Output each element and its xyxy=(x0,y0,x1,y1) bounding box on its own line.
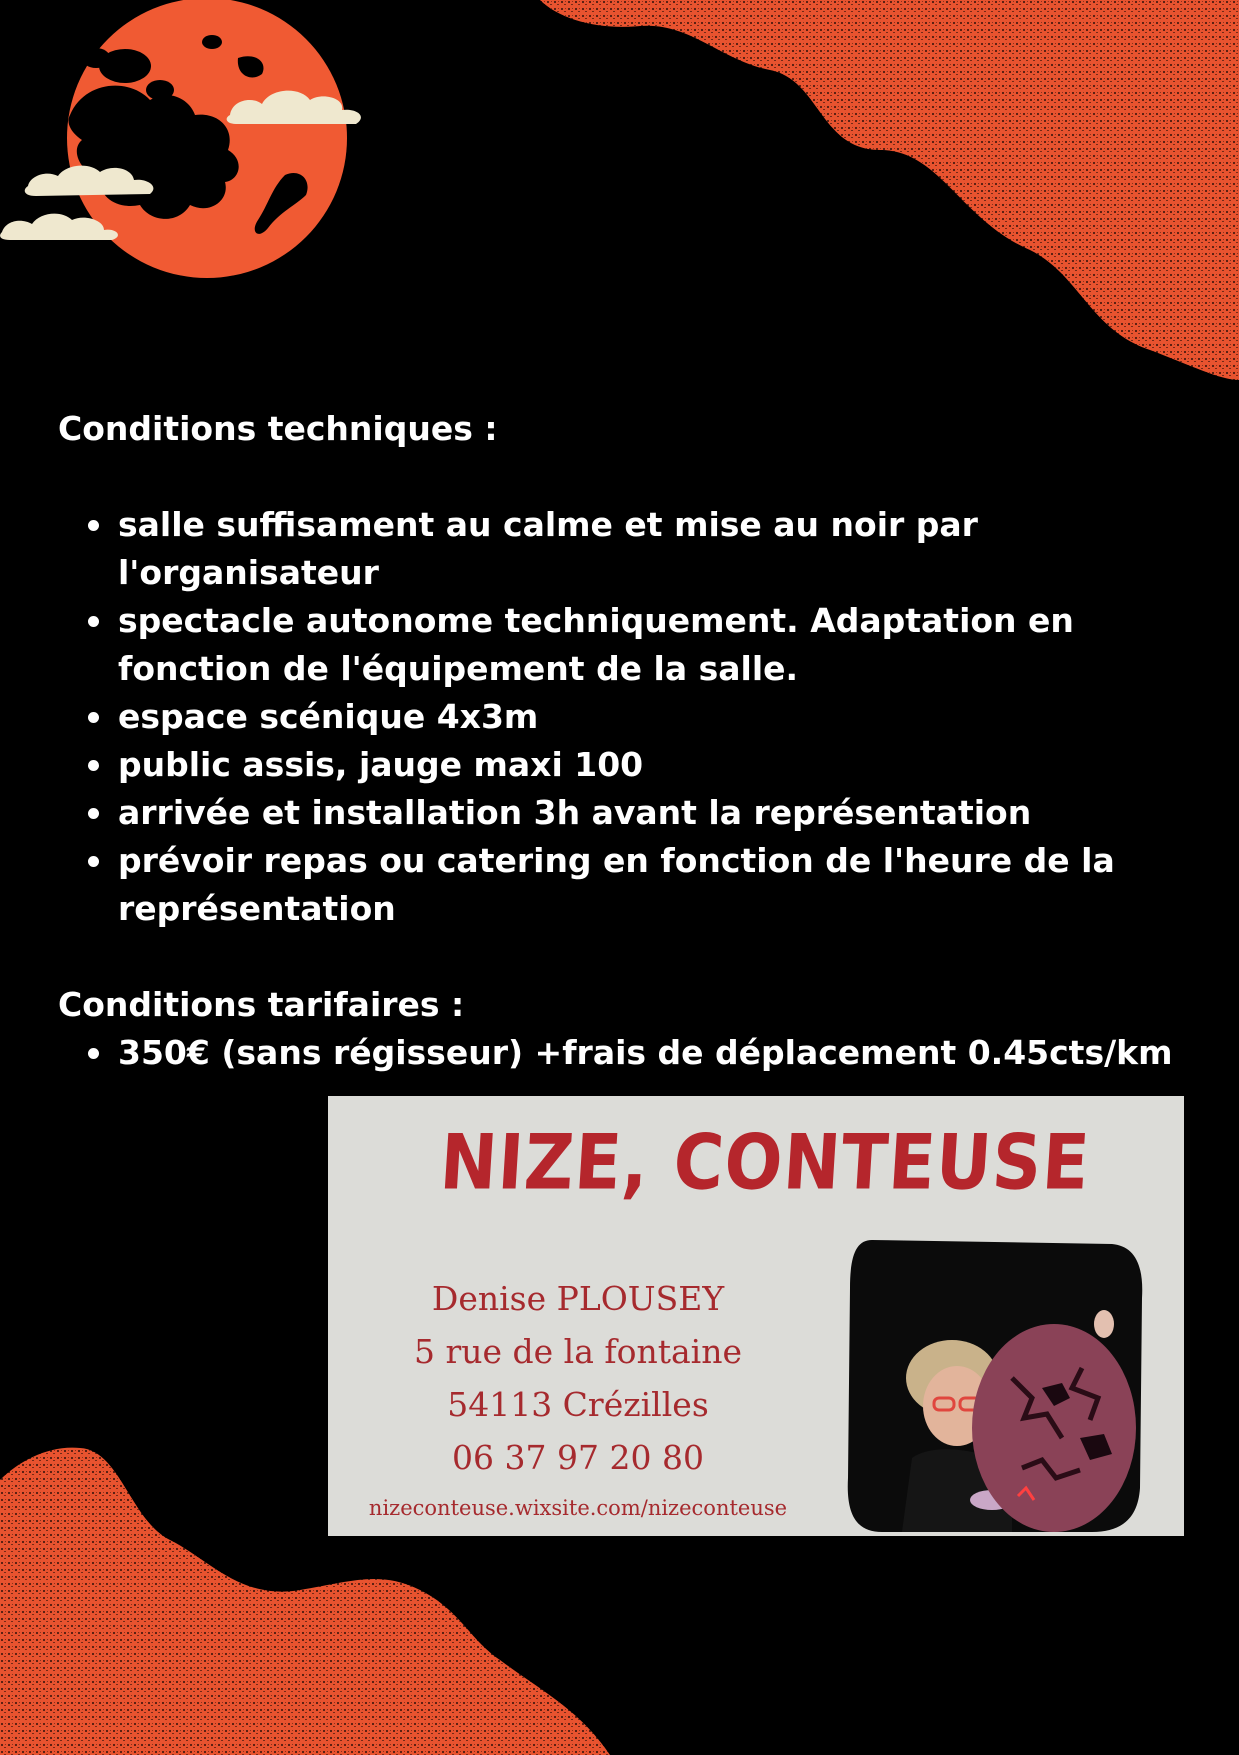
list-item: spectacle autonome techniquement. Adaptation en fonction de l'équipement de la salle. xyxy=(58,597,1198,693)
list-item: public assis, jauge maxi 100 xyxy=(58,741,1198,789)
contact-website[interactable]: nizeconteuse.wixsite.com/nizeconteuse xyxy=(368,1496,788,1520)
hand xyxy=(1094,1310,1114,1338)
contact-street: 5 rue de la fontaine xyxy=(413,1332,742,1371)
list-item: salle suffisament au calme et mise au noir par l'organisateur xyxy=(58,501,1198,597)
pricing-conditions-list xyxy=(58,1029,1198,1077)
list-item: arrivée et installation 3h avant la représentation xyxy=(58,789,1198,837)
technical-conditions-title: Conditions techniques : xyxy=(58,409,498,448)
list-item: 350€ (sans régisseur) +frais de déplacement 0.45cts/km xyxy=(58,1029,1198,1077)
contact-name: Denise PLOUSEY xyxy=(431,1279,725,1318)
list-item: prévoir repas ou catering en fonction de l'heure de la représentation xyxy=(58,837,1198,933)
technical-conditions-list xyxy=(58,501,1198,933)
contact-city: 54113 Crézilles xyxy=(447,1385,709,1424)
card-title: NIZE, CONTEUSE xyxy=(437,1119,1093,1208)
conditions-text xyxy=(58,405,1198,1077)
contact-phone: 06 37 97 20 80 xyxy=(452,1438,704,1477)
list-item: espace scénique 4x3m xyxy=(58,693,1198,741)
pricing-conditions-title: Conditions tarifaires : xyxy=(58,985,465,1024)
business-card xyxy=(328,1096,1184,1536)
contact-info xyxy=(368,1272,788,1528)
storyteller-photo xyxy=(842,1238,1146,1534)
